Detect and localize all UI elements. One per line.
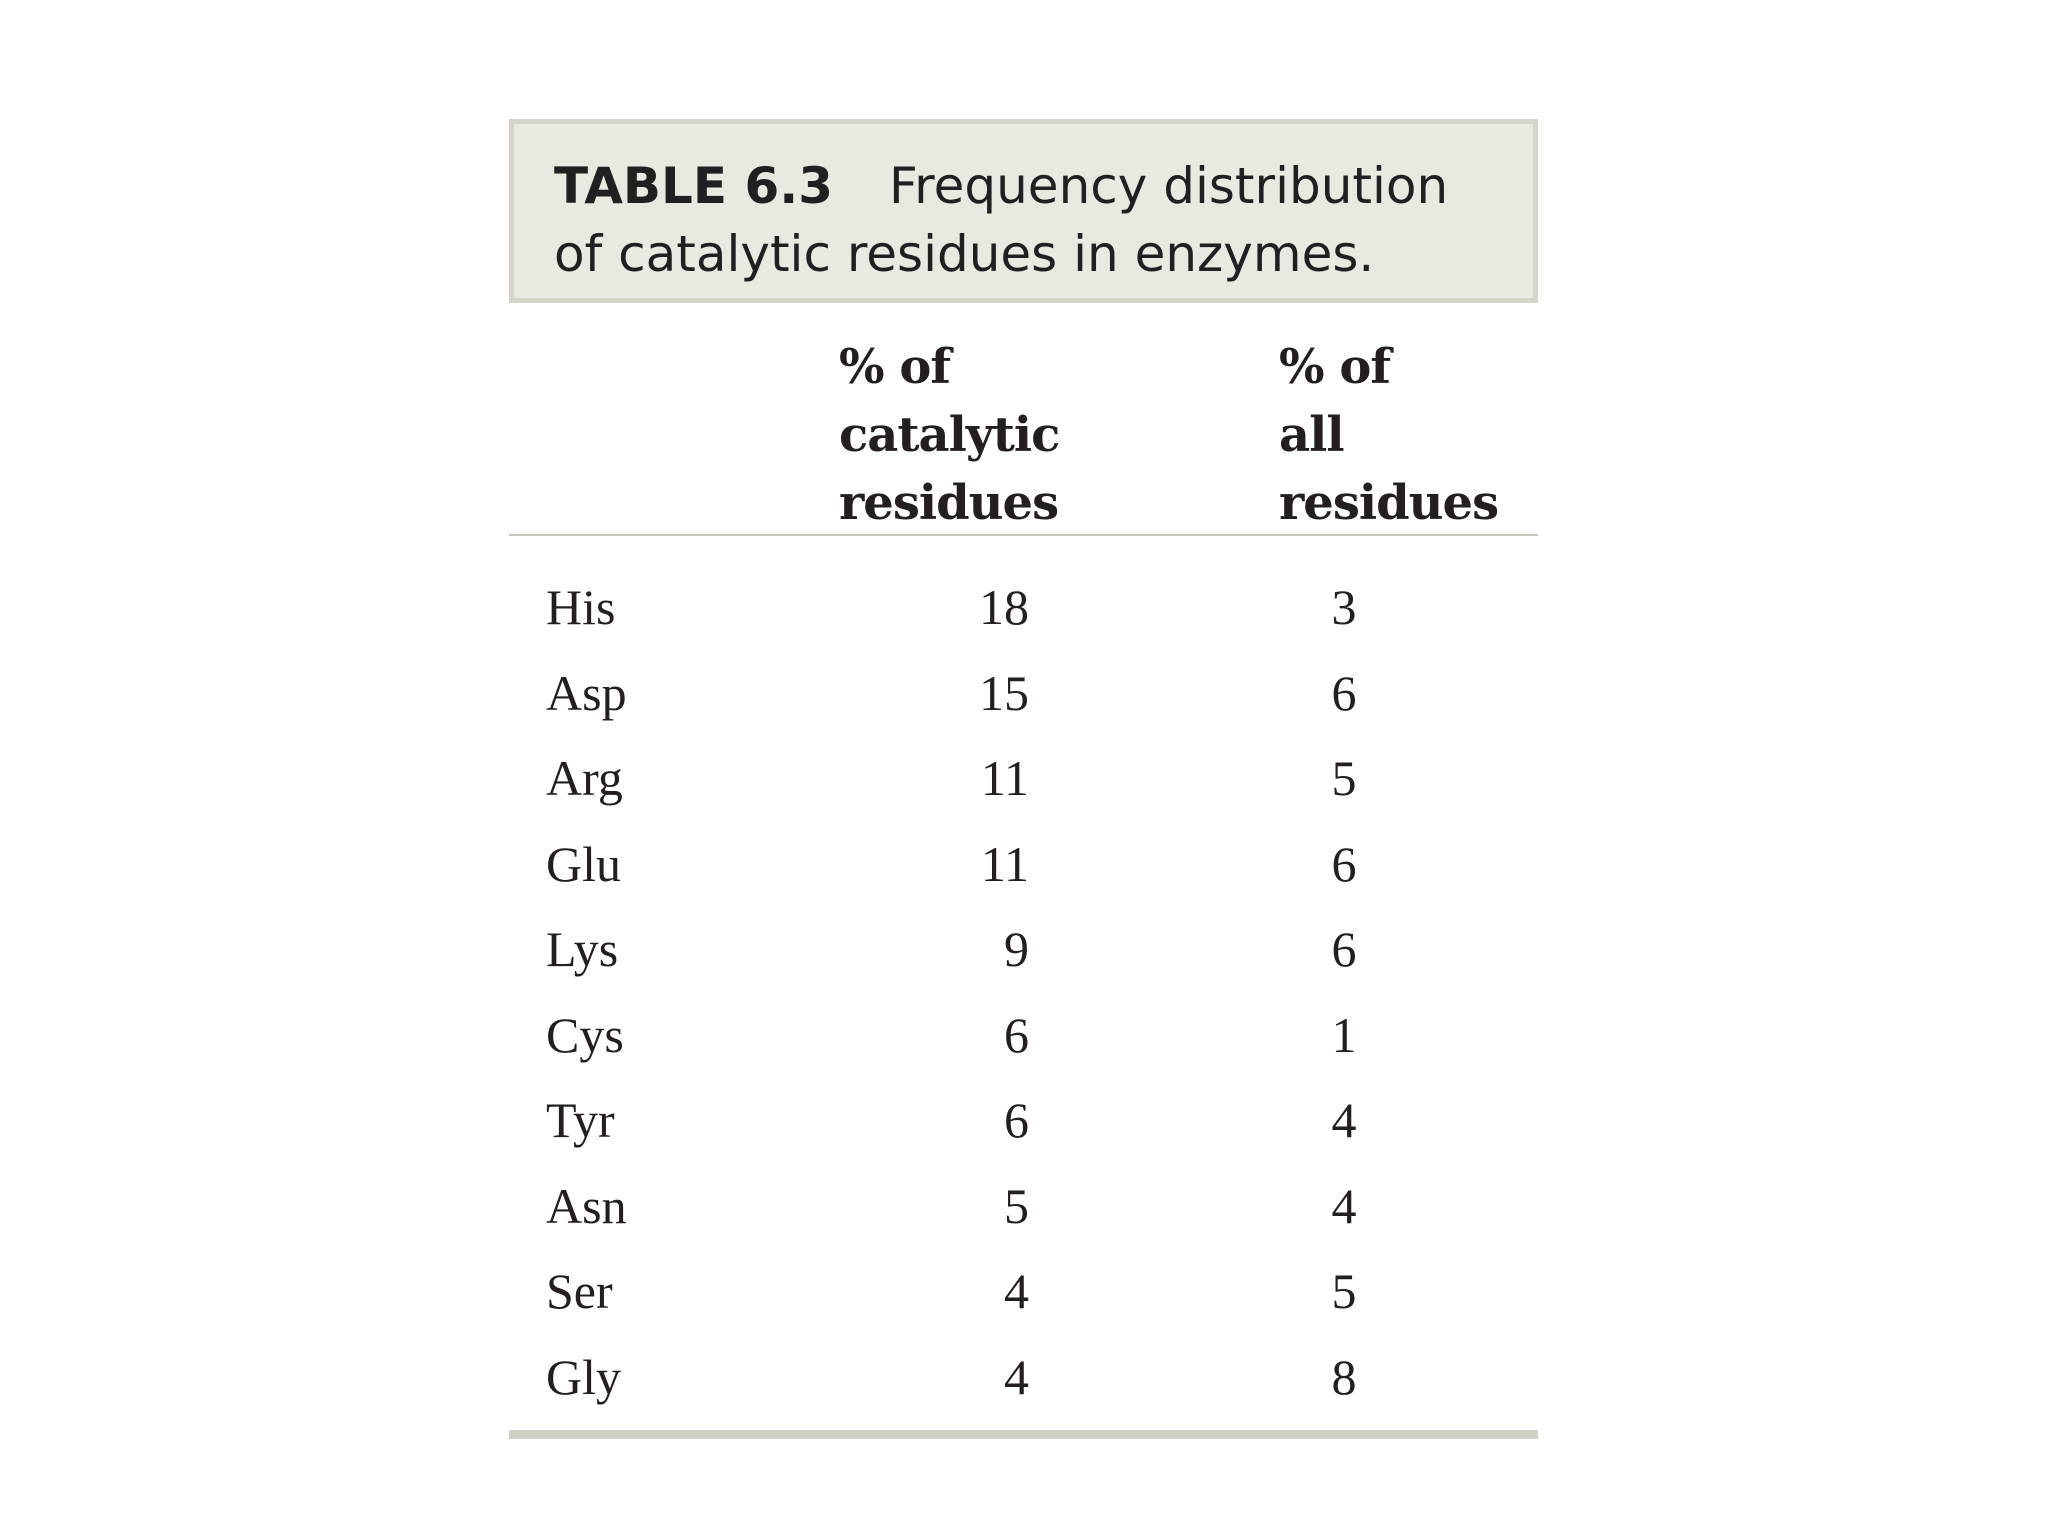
catalytic-percent: 15 <box>979 664 1029 721</box>
column-header-catalytic <box>839 333 1059 537</box>
all-percent: 3 <box>1331 579 1357 635</box>
residue-name: Asp <box>546 664 627 721</box>
catalytic-percent: 6 <box>1004 1006 1029 1063</box>
residue-name: Asn <box>546 1177 627 1234</box>
table-caption <box>509 119 1538 303</box>
catalytic-percent: 4 <box>1004 1263 1029 1319</box>
residue-name: Lys <box>546 921 619 977</box>
column-header-line: % of <box>839 339 950 395</box>
catalytic-percent: 4 <box>1004 1348 1029 1405</box>
residue-name: Glu <box>546 835 621 892</box>
residue-name: His <box>546 579 616 635</box>
table-row <box>509 1257 1538 1343</box>
table-row <box>509 915 1538 1001</box>
catalytic-percent: 11 <box>980 835 1029 892</box>
column-header-line: catalytic <box>839 407 1060 463</box>
table-title: Frequency distribution of catalytic residues in enzymes. <box>554 157 1449 283</box>
table-row <box>509 659 1538 745</box>
all-percent: 4 <box>1331 1092 1357 1148</box>
table-header-row <box>509 303 1538 536</box>
residue-name: Arg <box>546 750 623 806</box>
catalytic-percent: 9 <box>1004 921 1029 977</box>
all-percent: 6 <box>1331 835 1357 892</box>
residue-name: Ser <box>546 1263 613 1319</box>
catalytic-percent: 18 <box>979 579 1029 635</box>
all-percent: 6 <box>1331 921 1357 977</box>
all-percent: 5 <box>1331 750 1357 806</box>
all-percent: 4 <box>1331 1177 1357 1234</box>
table-row <box>509 1086 1538 1172</box>
catalytic-percent: 6 <box>1004 1092 1029 1148</box>
column-header-line: % of <box>1279 339 1390 395</box>
all-percent: 6 <box>1331 664 1357 721</box>
catalytic-percent: 11 <box>980 750 1029 806</box>
residue-name: Gly <box>546 1348 621 1405</box>
column-header-all <box>1279 333 1498 537</box>
catalytic-percent: 5 <box>1004 1177 1029 1234</box>
column-header-line: residues <box>1279 475 1499 531</box>
residue-name: Tyr <box>546 1092 615 1148</box>
table-row <box>509 1343 1538 1429</box>
table-row <box>509 744 1538 830</box>
table-row <box>509 1172 1538 1258</box>
table-body <box>509 536 1538 1428</box>
residue-name: Cys <box>546 1006 624 1063</box>
table-label: TABLE 6.3 <box>554 157 834 215</box>
table-row <box>509 1001 1538 1087</box>
all-percent: 1 <box>1331 1006 1357 1063</box>
table-row <box>509 830 1538 916</box>
column-header-line: all <box>1279 407 1344 463</box>
all-percent: 5 <box>1331 1263 1357 1319</box>
all-percent: 8 <box>1331 1348 1357 1405</box>
column-header-line: residues <box>839 475 1059 531</box>
table-row <box>509 573 1538 659</box>
table-bottom-rule <box>509 1430 1538 1439</box>
data-table <box>509 119 1538 1439</box>
